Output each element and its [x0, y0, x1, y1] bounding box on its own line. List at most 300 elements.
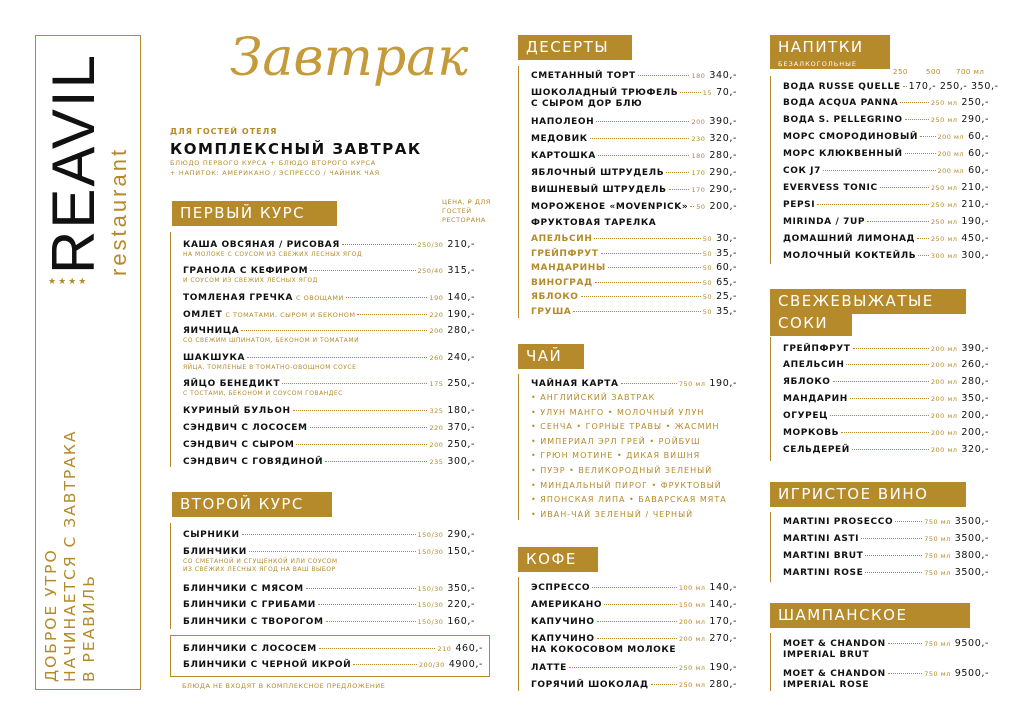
item-name: ВИШНЕВЫЙ ШТРУДЕЛЬ: [531, 185, 667, 195]
item-weight: 250 мл: [930, 99, 958, 107]
menu-item: [183, 292, 475, 303]
item-name: СЭНДВИЧ С ЛОСОСЕМ: [183, 423, 308, 433]
item-name: MARTINI PROSECCO: [783, 517, 894, 527]
size-250: 250: [893, 68, 908, 76]
tea-line: • ИВАН-ЧАЙ ЗЕЛЕНЫЙ / ЧЕРНЫЙ: [531, 509, 694, 519]
item-leader: [888, 643, 923, 644]
item-leader: [852, 449, 929, 450]
item-price: 30,-: [716, 233, 737, 244]
item-leader: [242, 534, 416, 535]
item-price: 200,-: [709, 201, 738, 212]
item-price: 370,-: [447, 422, 475, 433]
menu-item: [531, 599, 737, 610]
item-note: ЯЙЦА, ТОМЛЕНЫЕ В ТОМАТНО-ОВОЩНОМ СОУСЕ: [183, 364, 357, 371]
item-name: БЛИНЧИКИ: [183, 547, 247, 557]
menu-item: [783, 114, 989, 125]
item-leader: [293, 410, 428, 411]
section-juices-1: СВЕЖЕВЫЖАТЫЕ: [770, 289, 966, 314]
item-leader: [841, 432, 929, 433]
item-name: ОМЛЕТ: [183, 310, 223, 320]
item-weight: 250 мл: [678, 664, 706, 672]
item-leader: [296, 444, 427, 445]
item-name: МЕДОВИК: [531, 134, 588, 144]
item-weight: 150/30: [417, 585, 444, 593]
item-name: МАНДАРИН: [783, 394, 848, 404]
item-weight: 250 мл: [930, 116, 958, 124]
item-name: PEPSI: [783, 200, 816, 210]
item-price: 290,-: [961, 114, 989, 125]
item-price: 240,-: [447, 352, 475, 363]
menu-item: [783, 233, 989, 244]
item-price: 180,-: [447, 405, 475, 416]
item-weight: 250 мл: [930, 235, 958, 243]
item-weight: 50: [702, 264, 713, 272]
item-leader: [346, 297, 428, 298]
item-name: ЯБЛОКО: [783, 377, 831, 387]
item-price: 3500,-: [954, 567, 989, 578]
brand-logo: [40, 34, 107, 274]
item-weight: 200 мл: [930, 378, 958, 386]
item-name-line-2: IMPERIAL BRUT: [783, 650, 870, 660]
item-leader: [651, 684, 677, 685]
item-price: 60,-: [716, 262, 737, 273]
item-inline-note: С ТОМАТАМИ, СЫРОМ И БЕКОНОМ: [225, 311, 356, 319]
item-price: 320,-: [961, 444, 989, 455]
item-leader: [318, 604, 416, 605]
item-name: ГРУША: [531, 307, 572, 317]
menu-item: [531, 662, 737, 673]
item-leader: [353, 664, 417, 665]
item-price: 70,-: [716, 87, 737, 98]
menu-item: [183, 643, 483, 654]
item-leader: [903, 86, 907, 87]
item-name: ГОРЯЧИЙ ШОКОЛАД: [531, 680, 649, 690]
item-name: ТОМЛЕНАЯ ГРЕЧКА: [183, 293, 294, 303]
item-name: MOET & CHANDON: [783, 669, 886, 679]
item-leader: [241, 330, 427, 331]
item-note: И СОУСОМ ИЗ СВЕЖИХ ЛЕСНЫХ ЯГОД: [183, 277, 318, 284]
item-price: 65,-: [716, 277, 737, 288]
item-weight: 50: [702, 308, 713, 316]
item-name: ВОДА ACQUA PANNA: [783, 98, 899, 108]
item-weight: 50: [702, 279, 713, 287]
item-weight: 325: [429, 407, 444, 415]
item-note: НА МОЛОКЕ С СОУСОМ ИЗ СВЕЖИХ ЛЕСНЫХ ЯГОД: [183, 251, 363, 258]
menu-item: [531, 248, 737, 259]
item-weight: 50: [702, 293, 713, 301]
second-footnote: БЛЮДА НЕ ВХОДЯТ В КОМПЛЕКСНОЕ ПРЕДЛОЖЕНИЕ: [182, 682, 386, 690]
item-weight: 190: [429, 294, 444, 302]
menu-item: [183, 583, 475, 594]
section-first-course: ПЕРВЫЙ КУРС: [172, 201, 337, 226]
brand-panel: [35, 35, 141, 690]
menu-item: [783, 165, 989, 176]
item-leader: [595, 282, 701, 283]
item-weight: 250 мл: [930, 218, 958, 226]
item-name: ОГУРЕЦ: [783, 411, 829, 421]
item-name: МОРС КЛЮКВЕННЫЙ: [783, 149, 903, 159]
hotel-desc-2: + НАПИТОК: АМЕРИКАНО / ЭСПРЕССО / ЧАЙНИК ЧАЯ: [170, 169, 380, 177]
item-price: 3500,-: [954, 516, 989, 527]
brand-slogan: [42, 402, 99, 682]
menu-item: [783, 567, 989, 578]
item-leader: [597, 621, 677, 622]
item-price: 300,-: [961, 250, 989, 261]
item-name: ГРАНОЛА С КЕФИРОМ: [183, 266, 309, 276]
item-price: 170,- 250,- 350,-: [908, 81, 999, 92]
item-price: 250,-: [447, 439, 475, 450]
item-name: КАША ОВСЯНАЯ / РИСОВАЯ: [183, 240, 340, 250]
section-juices-2: СОКИ: [770, 311, 852, 336]
menu-item: [783, 550, 989, 561]
item-name: ВОДА S. PELLEGRINO: [783, 115, 903, 125]
item-price: 250,-: [961, 97, 989, 108]
item-price: 350,-: [447, 583, 475, 594]
item-name: ЯЙЦО БЕНЕДИКТ: [183, 379, 281, 389]
item-name: ЯБЛОКО: [531, 292, 579, 302]
item-leader: [601, 253, 701, 254]
slogan-line-3: В РЕАВИЛЬ: [80, 574, 98, 682]
item-price: 200,-: [961, 410, 989, 421]
item-leader: [880, 187, 929, 188]
item-name: ЧАЙНАЯ КАРТА: [531, 379, 619, 389]
rule-sparkling: [770, 512, 771, 582]
menu-item: [531, 116, 737, 127]
menu-item: [783, 393, 989, 404]
rule-desserts: [518, 66, 519, 318]
item-name: АПЕЛЬСИН: [783, 360, 845, 370]
menu-item: [183, 599, 475, 610]
item-leader: [598, 155, 690, 156]
item-name: MIRINDA / 7UP: [783, 217, 866, 227]
fruit-plate-title: ФРУКТОВАЯ ТАРЕЛКА: [531, 218, 657, 228]
item-note: С ТОСТАМИ, БЕКОНОМ И СОУСОМ ГОВАНДЕС: [183, 390, 343, 397]
item-name: КАПУЧИНО: [531, 617, 595, 627]
menu-item: [531, 201, 737, 212]
item-name: МОРОЖЕНОЕ «MOVENPICK»: [531, 202, 689, 212]
item-weight: 750 мл: [924, 535, 951, 543]
item-price: 280,-: [709, 679, 737, 690]
item-price: 270,-: [709, 633, 737, 644]
item-price: 4900,-: [448, 659, 483, 670]
item-leader: [680, 92, 701, 93]
item-weight: 750 мл: [924, 640, 951, 648]
item-name: АМЕРИКАНО: [531, 600, 603, 610]
item-price: 140,-: [709, 599, 737, 610]
item-weight: 200 мл: [937, 150, 965, 158]
item-leader: [853, 348, 929, 349]
item-name: НАПОЛЕОН: [531, 117, 595, 127]
tea-line: • МИНДАЛЬНЫЙ ПИРОГ • ФРУКТОВЫЙ: [531, 480, 722, 490]
item-weight: 200 мл: [930, 361, 958, 369]
item-weight: 200 мл: [930, 412, 958, 420]
item-weight: 250/30: [417, 241, 444, 249]
rule-tea: [518, 374, 519, 520]
menu-item: [183, 456, 475, 467]
item-price: 460,-: [455, 643, 483, 654]
item-leader: [249, 551, 416, 552]
item-name: СЭНДВИЧ С СЫРОМ: [183, 440, 295, 450]
item-price: 350,-: [961, 393, 989, 404]
menu-item: [183, 422, 475, 433]
item-leader: [833, 381, 929, 382]
item-weight: 200 мл: [937, 167, 965, 175]
menu-item: [783, 516, 989, 527]
item-weight: 750 мл: [924, 670, 951, 678]
item-name: АПЕЛЬСИН: [531, 234, 593, 244]
item-weight: 200 мл: [930, 429, 958, 437]
item-price: 3800,-: [954, 550, 989, 561]
item-name: ЯБЛОЧНЫЙ ШТРУДЕЛЬ: [531, 168, 665, 178]
item-leader: [594, 238, 700, 239]
item-price: 280,-: [961, 376, 989, 387]
tea-line: • ЯПОНСКАЯ ЛИПА • БАВАРСКАЯ МЯТА: [531, 495, 727, 505]
item-price: 320,-: [709, 133, 737, 144]
item-name: КУРИНЫЙ БУЛЬОН: [183, 406, 291, 416]
item-weight: 220: [429, 424, 444, 432]
item-leader: [621, 383, 677, 384]
item-name: КАРТОШКА: [531, 151, 596, 161]
item-weight: 235: [429, 458, 444, 466]
item-price: 250,-: [447, 378, 475, 389]
item-price: 210,-: [447, 239, 475, 250]
item-price: 210,-: [961, 182, 989, 193]
item-name: БЛИНЧИКИ С ЧЕРНОЙ ИКРОЙ: [183, 660, 352, 670]
item-name-line-2: IMPERIAL ROSE: [783, 680, 870, 690]
tea-line: • ИМПЕРИАЛ ЭРЛ ГРЕЙ • РОЙБУШ: [531, 436, 701, 446]
item-leader: [867, 221, 929, 222]
item-leader: [592, 587, 677, 588]
item-leader: [342, 244, 416, 245]
item-leader: [638, 75, 690, 76]
item-leader: [669, 189, 690, 190]
item-leader: [905, 119, 929, 120]
item-price: 315,-: [447, 265, 475, 276]
item-name: МОЛОЧНЫЙ КОКТЕЙЛЬ: [783, 251, 917, 261]
item-price: 220,-: [447, 599, 475, 610]
item-price: 9500,-: [954, 668, 989, 679]
menu-item: [531, 378, 737, 389]
item-price: 60,-: [968, 131, 989, 142]
item-name: СМЕТАННЫЙ ТОРТ: [531, 71, 636, 81]
item-leader: [604, 604, 677, 605]
menu-item: [183, 546, 475, 557]
item-leader: [690, 206, 694, 207]
item-weight: 170: [691, 169, 706, 177]
menu-item: [783, 359, 989, 370]
item-leader: [817, 204, 929, 205]
section-sparkling: ИГРИСТОЕ ВИНО: [770, 482, 966, 507]
item-name: МОРКОВЬ: [783, 428, 840, 438]
menu-item: [531, 150, 737, 161]
item-weight: 200 мл: [937, 133, 965, 141]
item-name: MARTINI BRUT: [783, 551, 864, 561]
menu-item: [531, 262, 737, 273]
menu-item: [183, 616, 475, 627]
item-name: ЯИЧНИЦА: [183, 326, 240, 336]
item-price: 9500,-: [954, 638, 989, 649]
menu-item: [183, 352, 475, 363]
item-weight: 230: [691, 135, 706, 143]
item-name: БЛИНЧИКИ С МЯСОМ: [183, 584, 304, 594]
item-leader: [608, 267, 701, 268]
menu-item: [783, 131, 989, 142]
tea-line: • ГРЮН МОТИНЕ • ДИКАЯ ВИШНЯ: [531, 451, 701, 461]
item-name: СЭНДВИЧ С ГОВЯДИНОЙ: [183, 457, 324, 467]
menu-item: [531, 291, 737, 302]
menu-item: [783, 444, 989, 455]
rule-drinks: [770, 76, 771, 264]
menu-item: [783, 148, 989, 159]
item-weight: 250 мл: [930, 201, 958, 209]
slogan-line-2: НАЧИНАЕТСЯ С ЗАВТРАКА: [61, 429, 79, 682]
brand-sub: restaurant: [106, 146, 131, 276]
item-price: 190,-: [709, 662, 737, 673]
item-price: 35,-: [716, 248, 737, 259]
menu-item: [183, 378, 475, 389]
item-weight: 750 мл: [924, 552, 951, 560]
item-weight: 150/30: [417, 601, 444, 609]
hotel-title: КОМПЛЕКСНЫЙ ЗАВТРАК: [170, 140, 422, 158]
item-weight: 750 мл: [924, 569, 951, 577]
item-price: 190,-: [961, 216, 989, 227]
item-weight: 150/30: [417, 618, 444, 626]
item-name: ШАКШУКА: [183, 353, 246, 363]
item-name: ВОДА RUSSE QUELLE: [783, 82, 901, 92]
menu-item: [783, 216, 989, 227]
tea-line: • УЛУН МАНГО • МОЛОЧНЫЙ УЛУН: [531, 407, 705, 417]
item-leader: [319, 648, 436, 649]
rule-first: [170, 232, 171, 467]
menu-item: [783, 343, 989, 354]
item-leader: [823, 170, 936, 171]
item-name: СЕЛЬДЕРЕЙ: [783, 445, 850, 455]
item-weight: 300 мл: [930, 252, 958, 260]
menu-item: [183, 265, 475, 276]
item-price: 290,-: [709, 167, 737, 178]
item-weight: 750 мл: [678, 380, 706, 388]
item-weight: 250 мл: [678, 681, 706, 689]
item-leader: [569, 667, 677, 668]
item-leader: [865, 572, 922, 573]
menu-item: [183, 309, 475, 320]
menu-item: [531, 633, 737, 644]
item-weight: 200: [429, 441, 444, 449]
item-leader: [895, 521, 922, 522]
item-price: 200,-: [961, 427, 989, 438]
menu-item: [183, 439, 475, 450]
page-title: Завтрак: [230, 28, 469, 88]
menu-item: [531, 70, 737, 81]
item-weight: 150/30: [417, 548, 444, 556]
size-500: 500: [926, 68, 941, 76]
item-price: 450,-: [961, 233, 989, 244]
menu-item: [783, 410, 989, 421]
menu-item: [531, 167, 737, 178]
item-weight: 210: [437, 645, 452, 653]
item-note-2: ИЗ СВЕЖИХ ЛЕСНЫХ ЯГОД НА ВАШ ВЫБОР: [183, 566, 336, 573]
item-name: СОК J7: [783, 166, 821, 176]
menu-item: [783, 250, 989, 261]
item-weight: 100 мл: [678, 584, 706, 592]
item-price: 3500,-: [954, 533, 989, 544]
menu-item: [531, 582, 737, 593]
price-note: ЦЕНА, ₽ ДЛЯ ГОСТЕЙ РЕСТОРАНА: [442, 198, 491, 224]
item-price: 190,-: [709, 378, 737, 389]
rule-coffee: [518, 577, 519, 691]
item-leader: [573, 311, 700, 312]
item-leader: [846, 364, 928, 365]
item-weight: 180: [691, 152, 706, 160]
menu-item: [531, 616, 737, 627]
item-weight: 200 мл: [930, 345, 958, 353]
menu-item: [183, 529, 475, 540]
item-price: 150,-: [447, 546, 475, 557]
menu-item: [183, 325, 475, 336]
item-price: 190,-: [447, 309, 475, 320]
item-price: 140,-: [447, 292, 475, 303]
menu-item: [783, 668, 989, 679]
item-leader: [850, 398, 929, 399]
item-weight: 200 мл: [930, 395, 958, 403]
item-name: MARTINI ASTI: [783, 534, 860, 544]
item-price: 210,-: [961, 199, 989, 210]
item-weight: 50: [702, 235, 713, 243]
item-price: 260,-: [961, 359, 989, 370]
item-name: MARTINI ROSE: [783, 568, 864, 578]
rule-champagne: [770, 633, 771, 691]
item-name: СЫРНИКИ: [183, 530, 240, 540]
tea-line: • ПУЭР • ВЕЛИКОРОДНЫЙ ЗЕЛЕНЫЙ: [531, 466, 713, 475]
item-leader: [865, 555, 922, 556]
item-leader: [357, 314, 427, 315]
brand-name: REAVIL: [40, 53, 107, 274]
item-leader: [597, 638, 677, 639]
item-weight: 180: [691, 72, 706, 80]
item-leader: [310, 270, 415, 271]
section-second-course: ВТОРОЙ КУРС: [172, 492, 332, 517]
item-leader: [918, 255, 929, 256]
item-name: ДОМАШНИЙ ЛИМОНАД: [783, 234, 916, 244]
item-weight: 200 мл: [930, 446, 958, 454]
section-coffee: КОФЕ: [518, 547, 598, 572]
menu-item: [183, 239, 475, 250]
menu-item: [531, 133, 737, 144]
tea-line: • АНГЛИЙСКИЙ ЗАВТРАК: [531, 393, 656, 402]
menu-item: [783, 97, 989, 108]
item-name: EVERVESS TONIC: [783, 183, 878, 193]
item-price: 25,-: [716, 291, 737, 302]
item-name: ШОКОЛАДНЫЙ ТРЮФЕЛЬ: [531, 88, 679, 98]
item-leader: [905, 153, 936, 154]
item-leader: [920, 136, 935, 137]
slogan-line-1: ДОБРОЕ УТРО: [42, 548, 60, 682]
item-leader: [900, 102, 929, 103]
menu-item: [783, 199, 989, 210]
item-price: 300,-: [447, 456, 475, 467]
item-price: 60,-: [968, 148, 989, 159]
item-weight: 175: [429, 380, 444, 388]
menu-item: [783, 376, 989, 387]
item-price: 60,-: [968, 165, 989, 176]
item-leader: [306, 588, 416, 589]
brand-stars: ★★★★: [48, 277, 89, 287]
item-name: MOET & CHANDON: [783, 639, 886, 649]
item-note: СО СМЕТАНОЙ И СГУЩЕНКОЙ ИЛИ СОУСОМ: [183, 558, 338, 565]
item-weight: 15: [702, 89, 713, 97]
item-weight: 220: [429, 311, 444, 319]
item-leader: [917, 238, 929, 239]
